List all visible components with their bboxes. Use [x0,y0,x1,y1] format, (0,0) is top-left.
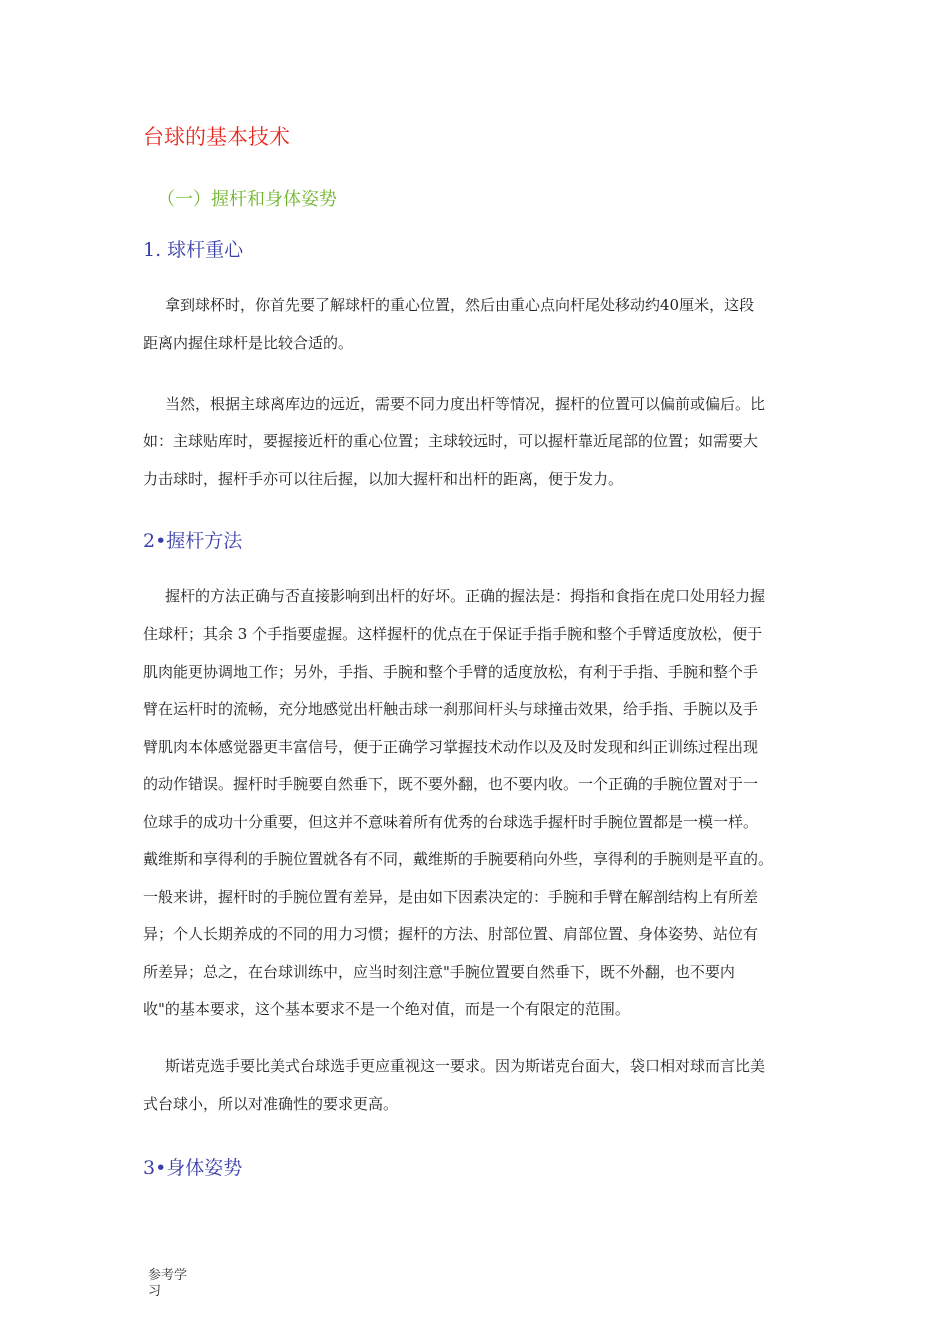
paragraph-2-1-line-12: 收"的基本要求，这个基本要求不是一个绝对值，而是一个有限定的范围。 [143,1000,630,1018]
paragraph-2-2-line-1: 斯诺克选手要比美式台球选手更应重视这一要求。因为斯诺克台面大，袋口相对球而言比美 [165,1057,766,1075]
paragraph-2-1-line-4: 臂在运杆时的流畅，充分地感觉出杆触击球一刹那间杆头与球撞击效果，给手指、手腕以及手 [143,700,759,718]
page-footer [148,1268,198,1300]
paragraph-2-1-line-2: 住球杆；其余 3 个手指要虚握。这样握杆的优点在于保证手指手腕和整个手臂适度放松，便于 [143,625,763,643]
paragraph-1-1-line-1: 拿到球杯时，你首先要了解球杆的重心位置，然后由重心点向杆尾处移动约40厘米，这段 [165,296,755,314]
paragraph-2-1-line-5: 臂肌肉本体感觉器更丰富信号，便于正确学习掌握技术动作以及及时发现和纠正训练过程出现 [143,738,759,756]
section-subtitle: （一）握杆和身体姿势 [157,189,337,210]
paragraph-2-1-line-1: 握杆的方法正确与否直接影响到出杆的好坏。正确的握法是：拇指和食指在虎口处用轻力握 [165,587,766,605]
footer-line-1: 参考学 [148,1268,188,1283]
paragraph-2-1-line-8: 戴维斯和享得利的手腕位置就各有不同，戴维斯的手腕要稍向外些，享得利的手腕则是平直的。 [143,850,774,868]
paragraph-2-2-line-2: 式台球小，所以对准确性的要求更高。 [143,1095,399,1113]
paragraph-2-1-line-11: 所差异；总之，在台球训练中，应当时刻注意"手腕位置要自然垂下，既不外翻，也不要内 [143,963,735,981]
paragraph-2-1-line-6: 的动作错误。握杆时手腕要自然垂下，既不要外翻，也不要内收。一个正确的手腕位置对于一 [143,775,759,793]
paragraph-1-1-line-2: 距离内握住球杆是比较合适的。 [143,334,354,352]
paragraph-2-1-line-9: 一般来讲，握杆时的手腕位置有差异，是由如下因素决定的：手腕和手臂在解剖结构上有所差 [143,888,759,906]
paragraph-2-1-line-7: 位球手的成功十分重要，但这并不意味着所有优秀的台球选手握杆时手腕位置都是一模一样。 [143,813,759,831]
paragraph-1-2-line-3: 力击球时，握杆手亦可以往后握，以加大握杆和出杆的距离，便于发力。 [143,470,624,488]
paragraph-2-1-line-3: 肌肉能更协调地工作；另外，手指、手腕和整个手臂的适度放松，有利于手指、手腕和整个手 [143,663,759,681]
heading-2: 2•握杆方法 [143,530,243,552]
document-title: 台球的基本技术 [143,125,290,149]
paragraph-1-2-line-1: 当然，根据主球离库边的远近，需要不同力度出杆等情况，握杆的位置可以偏前或偏后。比 [165,395,766,413]
footer-line-2: 习 [148,1284,162,1299]
heading-1: 1. 球杆重心 [143,239,244,261]
heading-3: 3•身体姿势 [143,1157,243,1179]
paragraph-1-2-line-2: 如：主球贴库时，要握接近杆的重心位置；主球较远时，可以握杆靠近尾部的位置；如需要大 [143,432,759,450]
paragraph-2-1-line-10: 异；个人长期养成的不同的用力习惯；握杆的方法、肘部位置、肩部位置、身体姿势、站位有 [143,925,759,943]
